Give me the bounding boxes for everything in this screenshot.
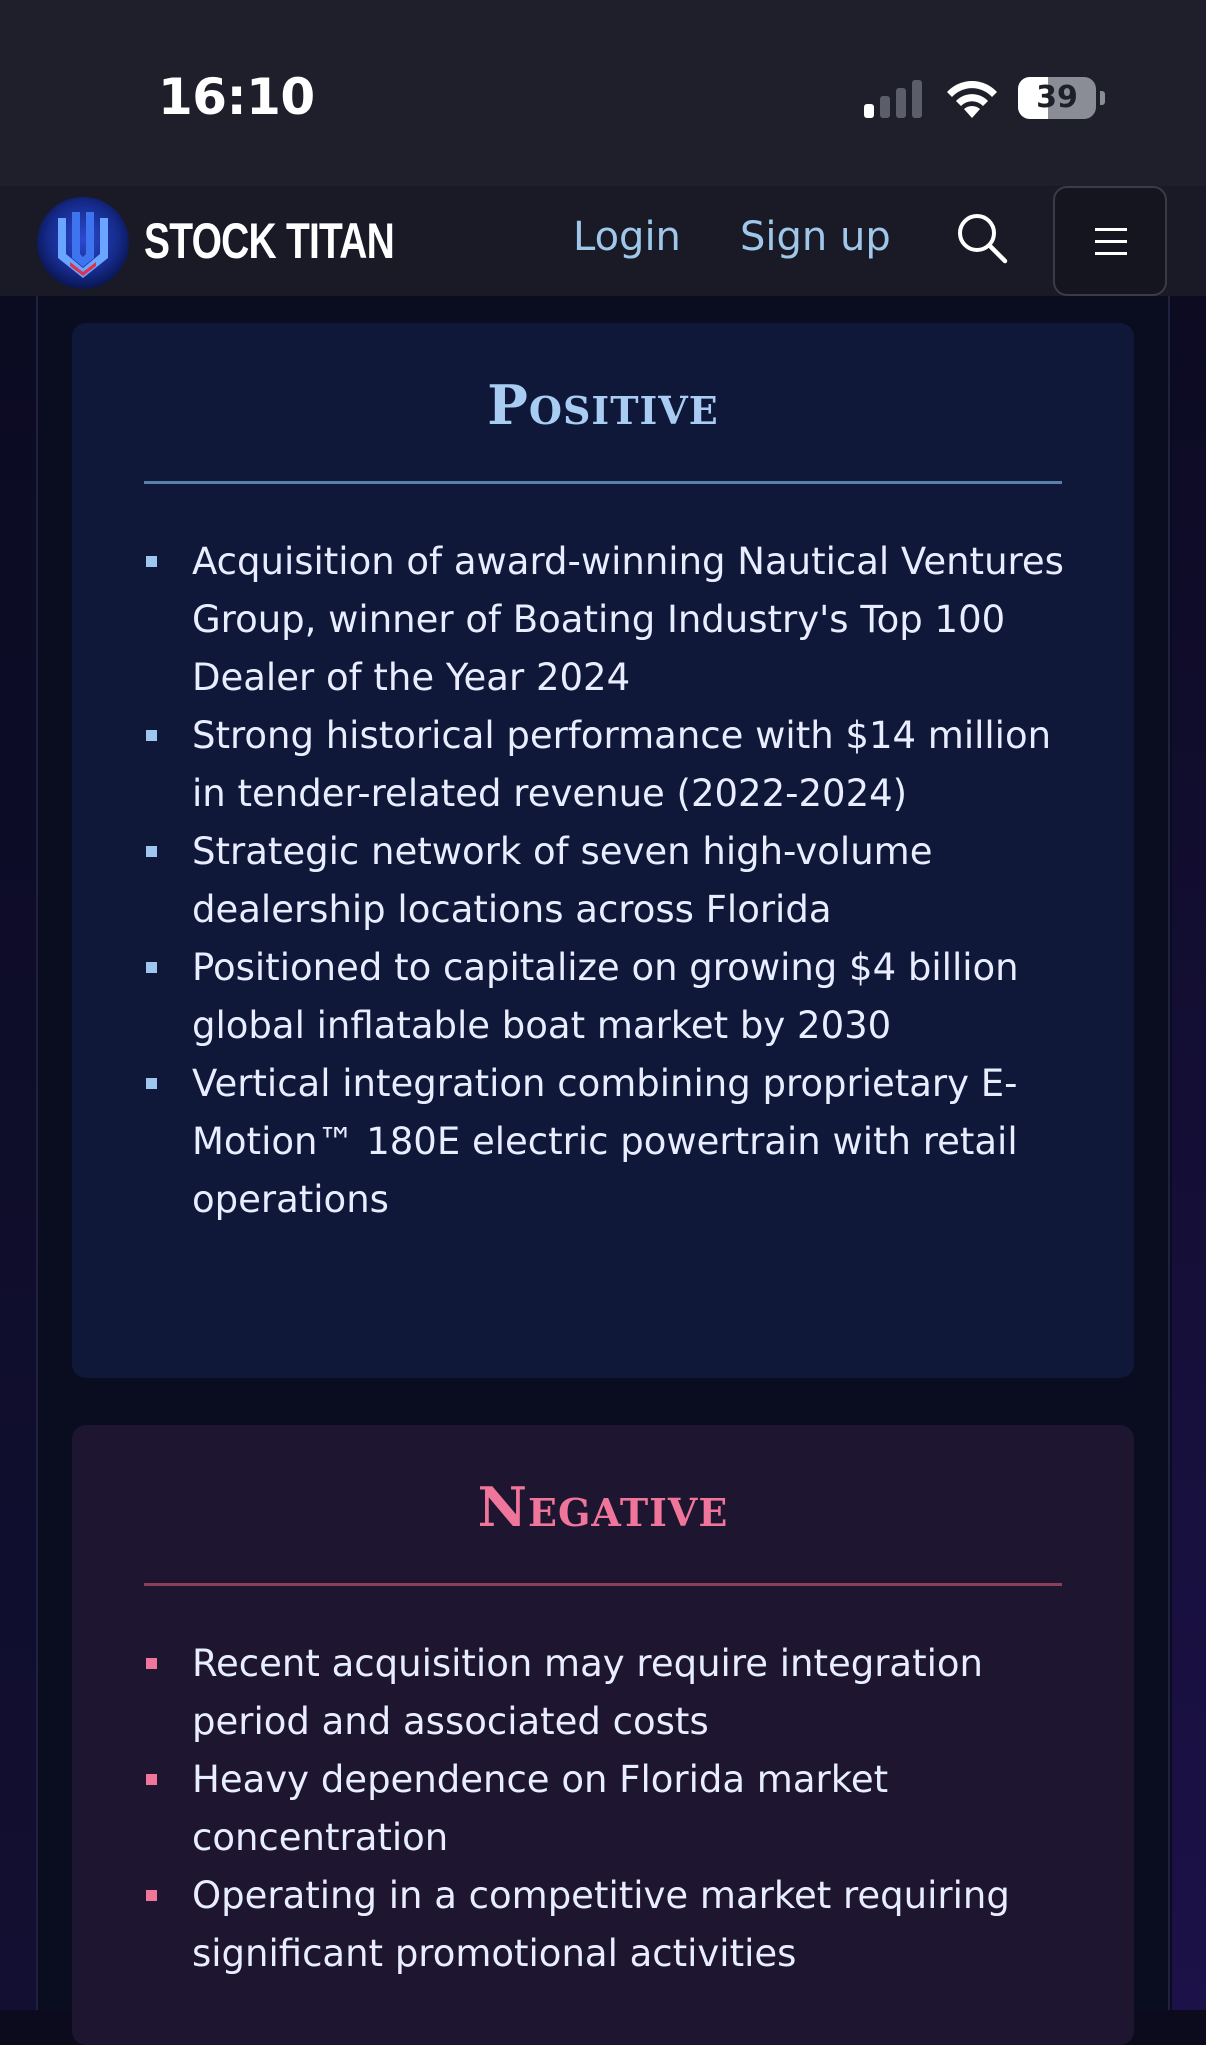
positive-item: [144, 939, 1074, 1055]
bullet-icon: [146, 1658, 157, 1669]
negative-list: [144, 1635, 1074, 1983]
positive-item-text: Strong historical performance with $14 million in tender-related revenue (2022-2024): [192, 714, 1052, 815]
battery-icon: [1018, 77, 1096, 119]
status-bar: [0, 0, 1206, 186]
signup-link[interactable]: Sign up: [740, 214, 891, 260]
top-navbar: [0, 186, 1206, 296]
negative-item: [144, 1751, 1074, 1867]
positive-list: [144, 533, 1074, 1229]
positive-item: [144, 823, 1074, 939]
positive-card: [72, 323, 1134, 1378]
negative-item-text: Heavy dependence on Florida market concentration: [192, 1758, 889, 1859]
negative-item: [144, 1867, 1074, 1983]
positive-divider: [144, 481, 1062, 484]
positive-item: [144, 1055, 1074, 1229]
negative-item-text: Recent acquisition may require integration period and associated costs: [192, 1642, 983, 1743]
bullet-icon: [146, 846, 157, 857]
bullet-icon: [146, 962, 157, 973]
battery-percentage: 39: [1036, 80, 1078, 115]
positive-title: Positive: [487, 373, 719, 437]
bullet-icon: [146, 556, 157, 567]
login-link[interactable]: Login: [573, 214, 681, 260]
negative-divider: [144, 1583, 1062, 1586]
status-time: 16:10: [158, 68, 315, 126]
negative-title: Negative: [477, 1475, 729, 1539]
negative-card: [72, 1425, 1134, 2045]
bullet-icon: [146, 1078, 157, 1089]
negative-item: [144, 1635, 1074, 1751]
positive-item-text: Acquisition of award-winning Nautical Ventures Group, winner of Boating Industry's Top 100 Dealer of the Year 2024: [192, 540, 1064, 699]
bullet-icon: [146, 1890, 157, 1901]
positive-item: [144, 533, 1074, 707]
wifi-icon: [944, 76, 1000, 120]
positive-item: [144, 707, 1074, 823]
cellular-signal-icon: [864, 80, 924, 118]
positive-item-text: Strategic network of seven high-volume dealership locations across Florida: [192, 830, 933, 931]
hamburger-menu-icon: [1091, 224, 1131, 260]
positive-item-text: Vertical integration combining proprietary E-Motion™ 180E electric powertrain with retail operations: [192, 1062, 1018, 1221]
bullet-icon: [146, 730, 157, 741]
brand-name[interactable]: STOCK TITAN: [144, 213, 394, 269]
search-icon[interactable]: [954, 210, 1010, 266]
logo-icon[interactable]: [36, 196, 130, 290]
bullet-icon: [146, 1774, 157, 1785]
positive-item-text: Positioned to capitalize on growing $4 billion global inflatable boat market by 2030: [192, 946, 1019, 1047]
menu-button[interactable]: [1053, 186, 1167, 296]
page-edge-left: [0, 296, 36, 2010]
page-edge-right: [1172, 296, 1206, 2010]
negative-item-text: Operating in a competitive market requiring significant promotional activities: [192, 1874, 1010, 1975]
